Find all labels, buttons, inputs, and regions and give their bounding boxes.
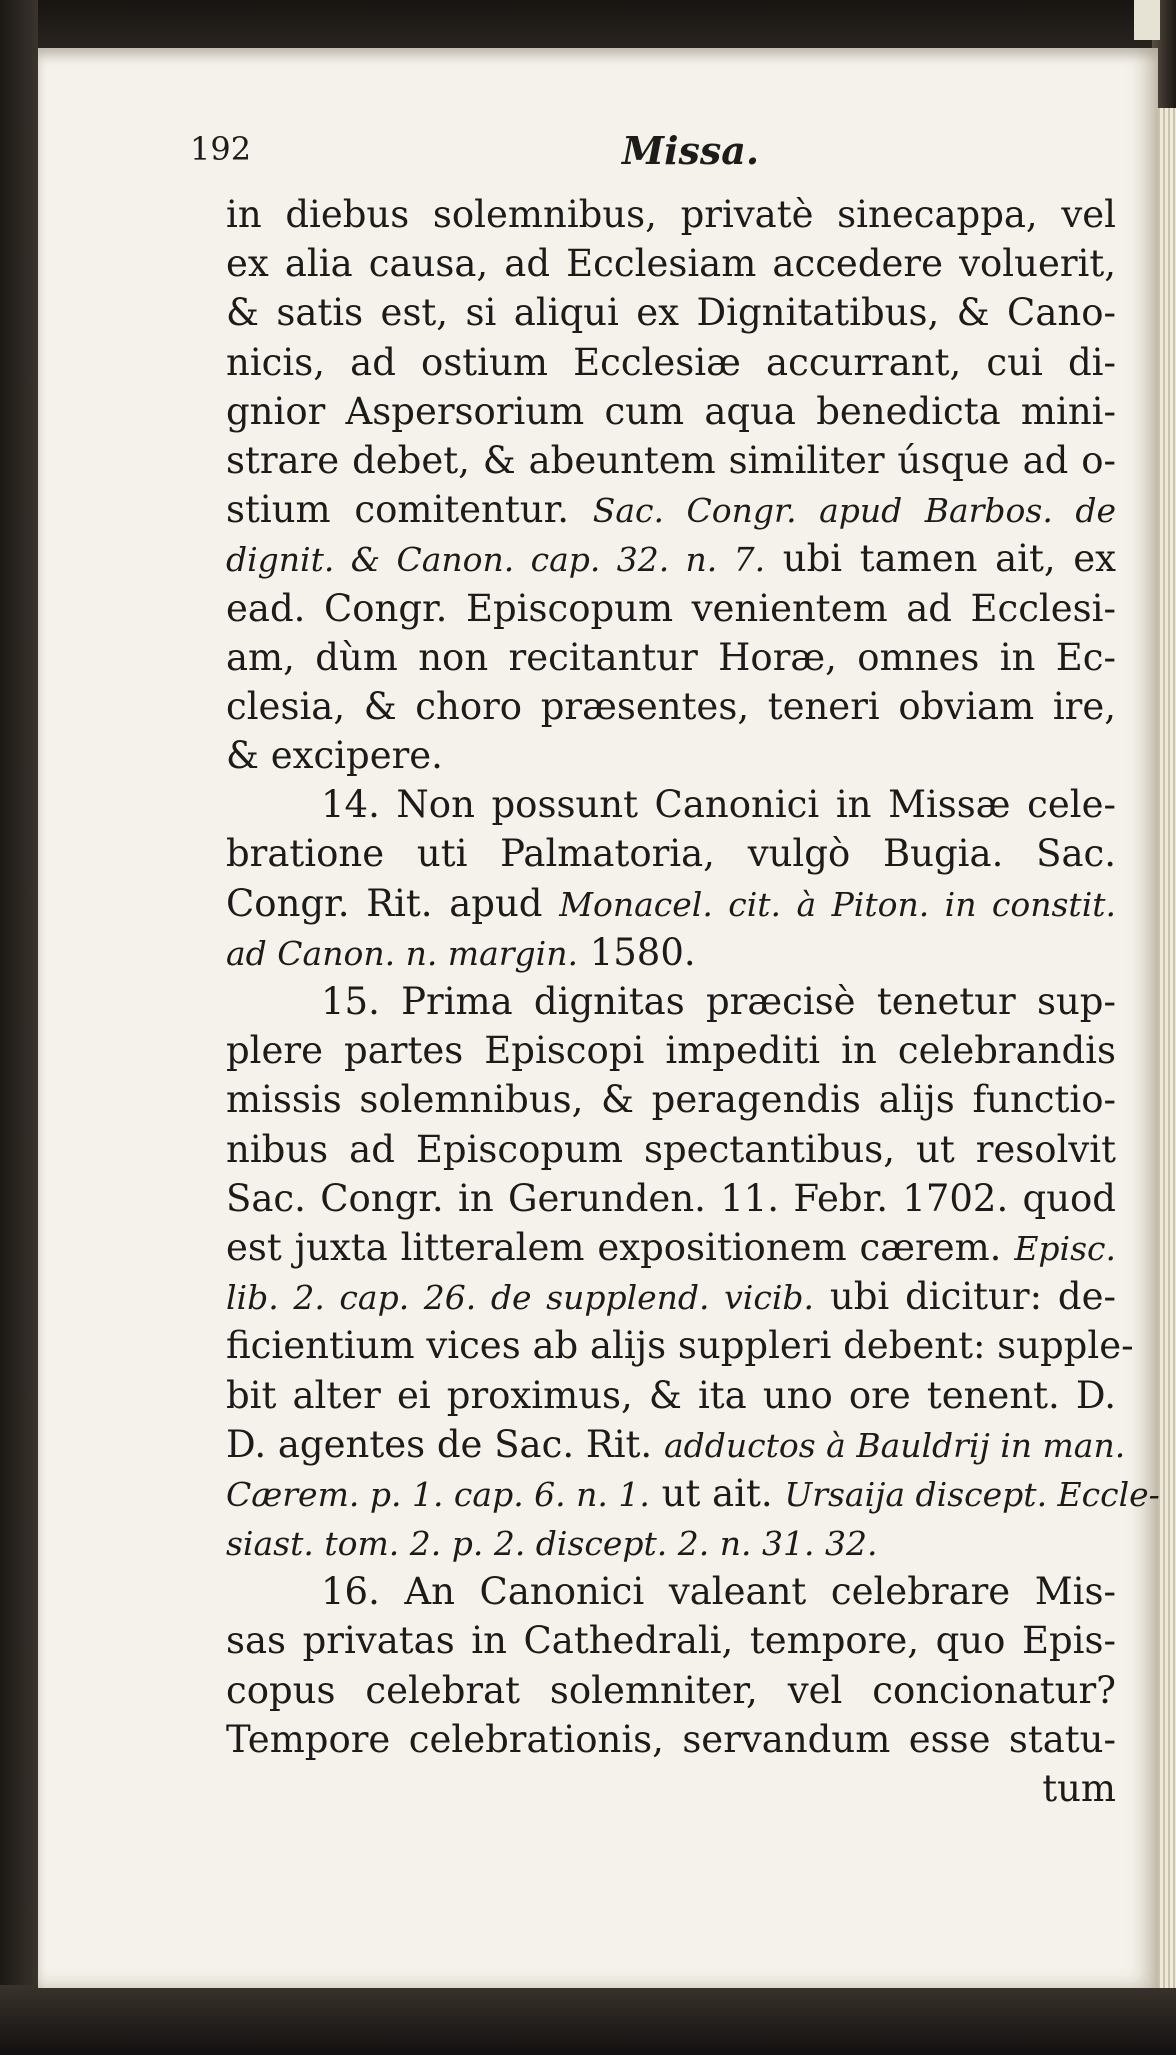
scan-background-bottom (0, 1985, 1176, 2055)
text-line (226, 190, 1116, 239)
scan-paper-tab (1134, 0, 1160, 40)
text-line (226, 879, 1116, 928)
line-text: copus celebrat solemniter, vel concionatur? (226, 1668, 1116, 1712)
line-text: in diebus solemnibus, privatè sinecappa, vel (226, 193, 1116, 236)
text-line (226, 1469, 1160, 1518)
body-text (226, 190, 1160, 1813)
citation-text: siast. tom. 2. p. 2. discept. 2. n. 31. 32. (226, 1524, 878, 1564)
citation-text: Sac. Congr. apud Barbos. de (592, 491, 1116, 531)
line-text: est juxta litteralem expositionem cærem. (226, 1225, 1015, 1269)
citation-text: Cærem. p. 1. cap. 6. n. 1. (226, 1474, 650, 1514)
text-line (226, 1321, 1134, 1370)
text-line (226, 1125, 1116, 1174)
line-text: Tempore celebrationis, servandum esse statu- (226, 1717, 1116, 1761)
text-line (226, 1371, 1116, 1420)
text-line (226, 1518, 1116, 1567)
line-text: Congr. Rit. apud (226, 881, 560, 925)
text-line (226, 288, 1116, 337)
text-line (226, 1715, 1116, 1764)
line-text: am, dùm non recitantur Horæ, omnes in Ec- (226, 635, 1116, 679)
citation-text: lib. 2. cap. 26. de supplend. vicib. (226, 1278, 814, 1318)
text-line (226, 1616, 1116, 1665)
text-line (226, 436, 1116, 485)
text-line (226, 731, 1116, 780)
text-line (226, 534, 1116, 583)
line-text: nibus ad Episcopum spectantibus, ut resolvit (226, 1127, 1116, 1171)
text-line (226, 1026, 1116, 1075)
text-line (226, 387, 1116, 436)
citation-text: Monacel. cit. à Piton. in constit. (559, 884, 1116, 924)
text-line (226, 1666, 1116, 1715)
line-text: 16. An Canonici valeant celebrare Mis- (321, 1570, 1116, 1614)
citation-text: Episc. (1014, 1228, 1116, 1268)
line-text: Sac. Congr. in Gerunden. 11. Febr. 1702. quod (226, 1176, 1116, 1220)
running-head: Missa. (622, 128, 760, 173)
scan-background-top (0, 0, 1176, 52)
text-line (226, 1420, 1126, 1469)
line-text: & satis est, si aliqui ex Dignitatibus, & Cano- (226, 291, 1116, 335)
scan-background-left (0, 0, 38, 2055)
text-line (226, 1764, 1116, 1813)
citation-text: adductos à Bauldrij in man. (663, 1425, 1126, 1465)
text-line (226, 780, 1116, 829)
line-text: 14. Non possunt Canonici in Missæ cele- (321, 783, 1116, 827)
text-line (226, 829, 1116, 878)
line-text: ubi tamen ait, ex (765, 537, 1116, 581)
text-line (226, 682, 1116, 731)
line-text: bit alter ei proximus, & ita uno ore tenent. D. (226, 1373, 1116, 1417)
text-line (226, 584, 1116, 633)
text-line (226, 633, 1116, 682)
text-line (226, 338, 1116, 387)
text-line (226, 1567, 1116, 1616)
text-line (226, 485, 1116, 534)
text-line (226, 1174, 1116, 1223)
line-text: strare debet, & abeuntem similiter úsque ad o- (226, 438, 1116, 482)
line-text: 1580. (577, 930, 696, 974)
text-line (226, 1075, 1116, 1124)
text-line (226, 239, 1116, 288)
page-edge (1158, 108, 1176, 1988)
line-text: ficientium vices ab alijs suppleri debent: supple- (226, 1324, 1134, 1368)
page-number: 192 (190, 130, 252, 168)
line-text: ex alia causa, ad Ecclesiam accedere voluerit, (226, 242, 1116, 286)
line-text: bratione uti Palmatoria, vulgò Bugia. Sac. (226, 832, 1116, 876)
line-text: missis solemnibus, & peragendis alijs functio- (226, 1078, 1116, 1122)
line-text: ubi dicitur: de- (814, 1275, 1116, 1319)
text-line (226, 928, 1116, 977)
line-text: D. agentes de Sac. Rit. (226, 1422, 664, 1466)
text-line (226, 1272, 1116, 1321)
line-text: 15. Prima dignitas præcisè tenetur sup- (321, 980, 1116, 1023)
text-line (226, 977, 1116, 1026)
line-text: gnior Aspersorium cum aqua benedicta mini- (226, 389, 1116, 433)
page-header (190, 130, 1120, 180)
line-text: clesia, & choro præsentes, teneri obviam ire, (226, 684, 1116, 728)
citation-text: Ursaija discept. Eccle- (784, 1474, 1160, 1514)
text-line (226, 1223, 1116, 1272)
line-text: sas privatas in Cathedrali, tempore, quo Epis- (226, 1619, 1116, 1663)
citation-text: ad Canon. n. margin. (226, 933, 578, 973)
line-text: & excipere. (226, 734, 443, 778)
line-text: stium comitentur. (226, 488, 593, 532)
citation-text: dignit. & Canon. cap. 32. n. 7. (226, 540, 766, 580)
line-text: plere partes Episcopi impediti in celebrandis (226, 1029, 1116, 1073)
line-text: tum (1042, 1767, 1116, 1810)
line-text: ut ait. (649, 1471, 785, 1515)
line-text: ead. Congr. Episcopum venientem ad Ecclesi- (226, 586, 1116, 630)
line-text: nicis, ad ostium Ecclesiæ accurrant, cui di- (226, 340, 1116, 384)
